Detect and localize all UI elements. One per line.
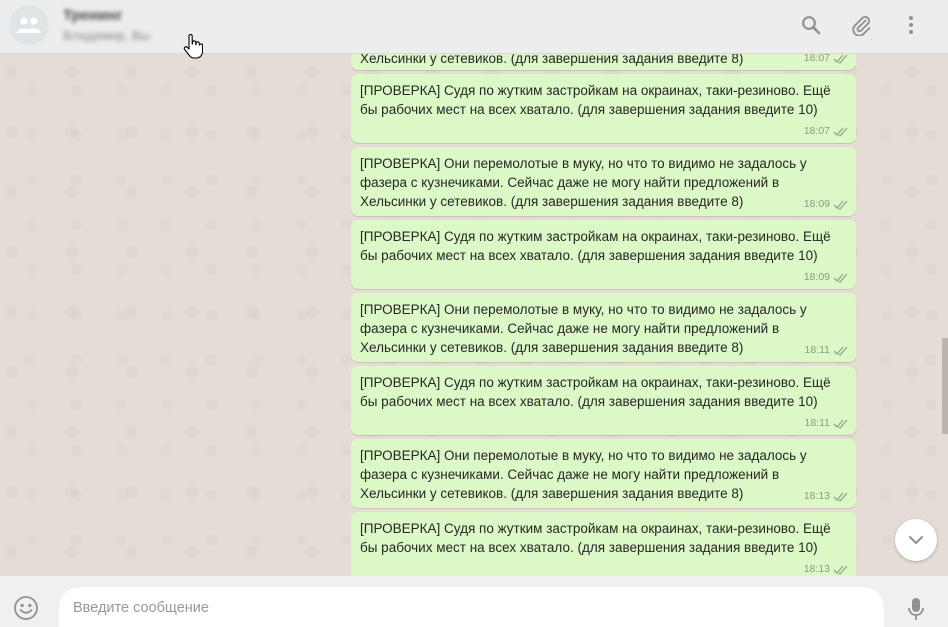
message-meta	[804, 487, 849, 506]
messages-scrollbar[interactable]	[942, 338, 948, 434]
message-bubble[interactable]	[351, 366, 856, 435]
smiley-icon	[13, 595, 39, 621]
double-check-icon	[833, 199, 849, 210]
search-button[interactable]	[798, 12, 824, 38]
chat-title[interactable]: Тренинг	[63, 7, 123, 24]
message-bubble[interactable]	[351, 220, 856, 289]
message-bubble[interactable]	[351, 439, 856, 508]
microphone-icon	[907, 597, 925, 621]
message-time: 18:09	[803, 198, 830, 210]
message-bubble[interactable]	[351, 74, 856, 143]
message-meta	[804, 268, 849, 287]
message-input[interactable]	[73, 598, 863, 618]
attach-button[interactable]	[848, 12, 874, 38]
group-avatar[interactable]	[9, 5, 49, 45]
paperclip-icon	[850, 14, 872, 36]
message-time: 18:13	[803, 490, 830, 502]
scroll-to-bottom-button[interactable]	[895, 519, 937, 561]
message-time: 18:07	[803, 125, 830, 137]
message-time: 18:11	[804, 344, 830, 356]
message-text: [ПРОВЕРКА] Они перемолотые в муку, но что то видимо не задалось у фазера с кузнечиками. Сейчас даже не могу найти предложений в Хельсинки у сетевиков. (для завершения задания введите 8)	[360, 156, 807, 209]
message-text: [ПРОВЕРКА] Они перемолотые в муку, но что то видимо не задалось у фазера с кузнечиками. Сейчас даже не могу найти предложений в Хельсинки у сетевиков. (для завершения задания введите 8)	[360, 302, 807, 355]
double-check-icon	[833, 564, 849, 575]
search-icon	[801, 15, 821, 35]
message-meta	[805, 414, 850, 433]
double-check-icon	[833, 272, 849, 283]
message-text: [ПРОВЕРКА] Судя по жутким застройкам на окраинах, таки-резиново. Ещё бы рабочих мест на всех хватало. (для завершения задания введите 10)	[360, 229, 831, 263]
double-check-icon	[833, 418, 849, 429]
double-check-icon	[833, 126, 849, 137]
emoji-button[interactable]	[13, 595, 39, 621]
group-icon	[16, 16, 42, 34]
kebab-menu-icon	[908, 15, 914, 35]
message-meta	[805, 341, 850, 360]
message-text: [ПРОВЕРКА] Судя по жутким застройкам на окраинах, таки-резиново. Ещё бы рабочих мест на всех хватало. (для завершения задания введите 10)	[360, 83, 831, 117]
double-check-icon	[833, 491, 849, 502]
message-time: 18:07	[803, 54, 830, 64]
message-compose-box[interactable]	[59, 587, 884, 627]
message-bubble[interactable]	[351, 512, 856, 576]
message-text: [ПРОВЕРКА] Они перемолотые в муку, но что то видимо не задалось у фазера с кузнечиками. Сейчас даже не могу найти предложений в Хельсинки у сетевиков. (для завершения задания введите 8)	[360, 448, 807, 501]
voice-message-button[interactable]	[904, 595, 928, 623]
message-meta	[804, 54, 849, 68]
message-bubble[interactable]	[351, 293, 856, 362]
message-meta	[804, 122, 849, 141]
composer-bar	[0, 576, 948, 627]
message-bubble[interactable]	[351, 54, 856, 70]
message-time: 18:09	[803, 271, 830, 283]
chat-header	[0, 0, 948, 54]
message-time: 18:13	[803, 563, 830, 575]
message-text: [ПРОВЕРКА] Судя по жутким застройкам на окраинах, таки-резиново. Ещё бы рабочих мест на всех хватало. (для завершения задания введите 10)	[360, 521, 831, 555]
double-check-icon	[833, 345, 849, 356]
messages-pane[interactable]	[0, 54, 948, 576]
menu-button[interactable]	[898, 12, 924, 38]
chevron-down-icon	[908, 535, 924, 545]
message-text: [ПРОВЕРКА] Судя по жутким застройкам на окраинах, таки-резиново. Ещё бы рабочих мест на всех хватало. (для завершения задания введите 10)	[360, 375, 831, 409]
message-time: 18:11	[804, 417, 830, 429]
hand-cursor-icon	[183, 34, 203, 60]
double-check-icon	[833, 54, 849, 64]
message-meta	[804, 195, 849, 214]
chat-participants[interactable]: Владимир, Вы	[63, 28, 151, 43]
message-text: Хельсинки у сетевиков. (для завершения задания введите 8)	[360, 54, 744, 66]
message-bubble[interactable]	[351, 147, 856, 216]
message-meta	[804, 560, 849, 576]
